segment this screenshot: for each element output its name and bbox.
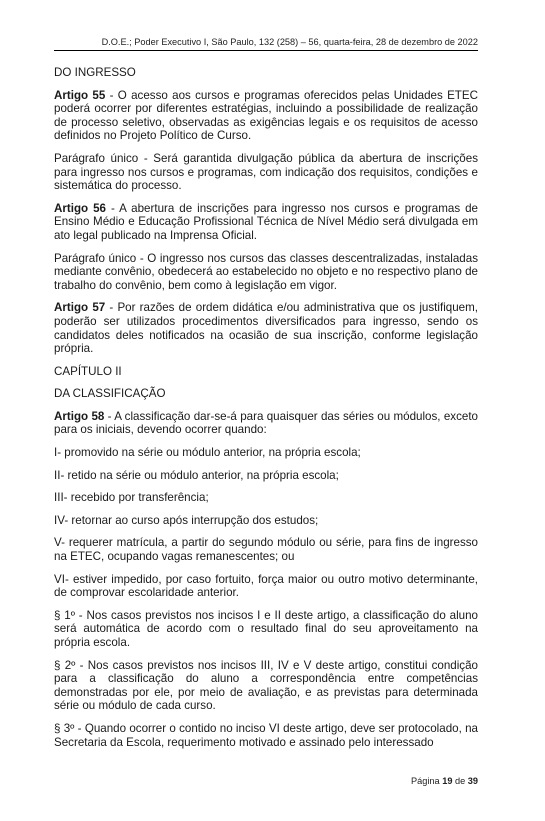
inciso-i: I- promovido na série ou módulo anterior, na própria escola;	[54, 446, 361, 460]
article-label: Artigo 55	[54, 88, 106, 102]
inciso-iii: III- recebido por transferência;	[54, 491, 209, 505]
inciso-iv: IV- retornar ao curso após interrupção dos estudos;	[54, 513, 319, 527]
article-text: - A classificação dar-se-á para quaisquer das séries ou módulos, exceto para os iniciais, devendo ocorrer quando:	[54, 409, 479, 437]
document-body	[54, 66, 478, 758]
paragraph-3: § 3º - Quando ocorrer o contido no inciso VI deste artigo, deve ser protocolado, na Secretaria da Escola, requerimento motivado e assinado pelo interessado	[54, 721, 478, 749]
page-footer	[54, 776, 478, 786]
page-separator: de	[452, 776, 468, 786]
inciso-ii: II- retido na série ou módulo anterior, na própria escola;	[54, 468, 339, 482]
article-55	[54, 89, 478, 143]
article-text: - A abertura de inscrições para ingresso nos cursos e programas de Ensino Médio e Educação Profissional Técnica de Nível Médio será divulgada em ato legal publicado na Imprensa Oficial.	[54, 201, 478, 242]
page-label: Página	[411, 776, 443, 786]
paragraph-1: § 1º - Nos casos previstos nos incisos I e II deste artigo, a classificação do aluno será automática de acordo com o resultado final do seu aproveitamento na própria escola.	[54, 608, 478, 649]
section-heading-classificacao: DA CLASSIFICAÇÃO	[54, 387, 166, 401]
article-58	[54, 410, 478, 437]
chapter-heading: CAPÍTULO II	[54, 364, 122, 378]
paragraph-2: § 2º - Nos casos previstos nos incisos III, IV e V deste artigo, constitui condição para a classificação do aluno a correspondência entre competências demonstradas por ele, por meio de avaliação, e as previstas para determinada série ou módulo de cada curso.	[54, 658, 478, 713]
article-57	[54, 301, 478, 355]
article-label: Artigo 58	[54, 409, 105, 423]
inciso-vi: VI- estiver impedido, por caso fortuito, força maior ou outro motivo determinante, de comprovar escolaridade anterior.	[54, 572, 478, 600]
paragraph-unico-56: Parágrafo único - O ingresso nos cursos das classes descentralizadas, instaladas mediante convênio, obedecerá ao estabelecido no objeto e no respectivo plano de trabalho do convênio, bem como à legislação em vigor.	[54, 251, 478, 292]
paragraph-unico-55: Parágrafo único - Será garantida divulgação pública da abertura de inscrições para ingresso nos cursos e programas, com indicação dos requisitos, condições e sistemática do processo.	[54, 151, 478, 193]
current-page-number: 19	[442, 776, 453, 786]
page-header: D.O.E.; Poder Executivo I, São Paulo, 132 (258) – 56, quarta-feira, 28 de dezembro de 2022	[54, 37, 478, 51]
article-56	[54, 202, 478, 243]
article-label: Artigo 56	[54, 201, 106, 215]
article-text: - Por razões de ordem didática e/ou administrativa que os justifiquem, poderão ser utilizados procedimentos diversificados para ingresso, sendo os candidatos deles notificados na ocasião de sua inscrição, conforme legislação própria.	[54, 301, 478, 356]
total-pages: 39	[467, 776, 478, 786]
article-label: Artigo 57	[54, 301, 106, 315]
section-heading-ingresso: DO INGRESSO	[54, 66, 136, 79]
article-text: - O acesso aos cursos e programas oferecidos pelas Unidades ETEC poderá ocorrer por diferentes estratégias, incluindo a possibilidade de realização de processo seletivo, observadas as exigências legais e os requisitos de acesso definidos no Projeto Político de Curso.	[54, 88, 478, 143]
inciso-v: V- requerer matrícula, a partir do segundo módulo ou série, para fins de ingresso na ETEC, ocupando vagas remanescentes; ou	[54, 536, 478, 564]
